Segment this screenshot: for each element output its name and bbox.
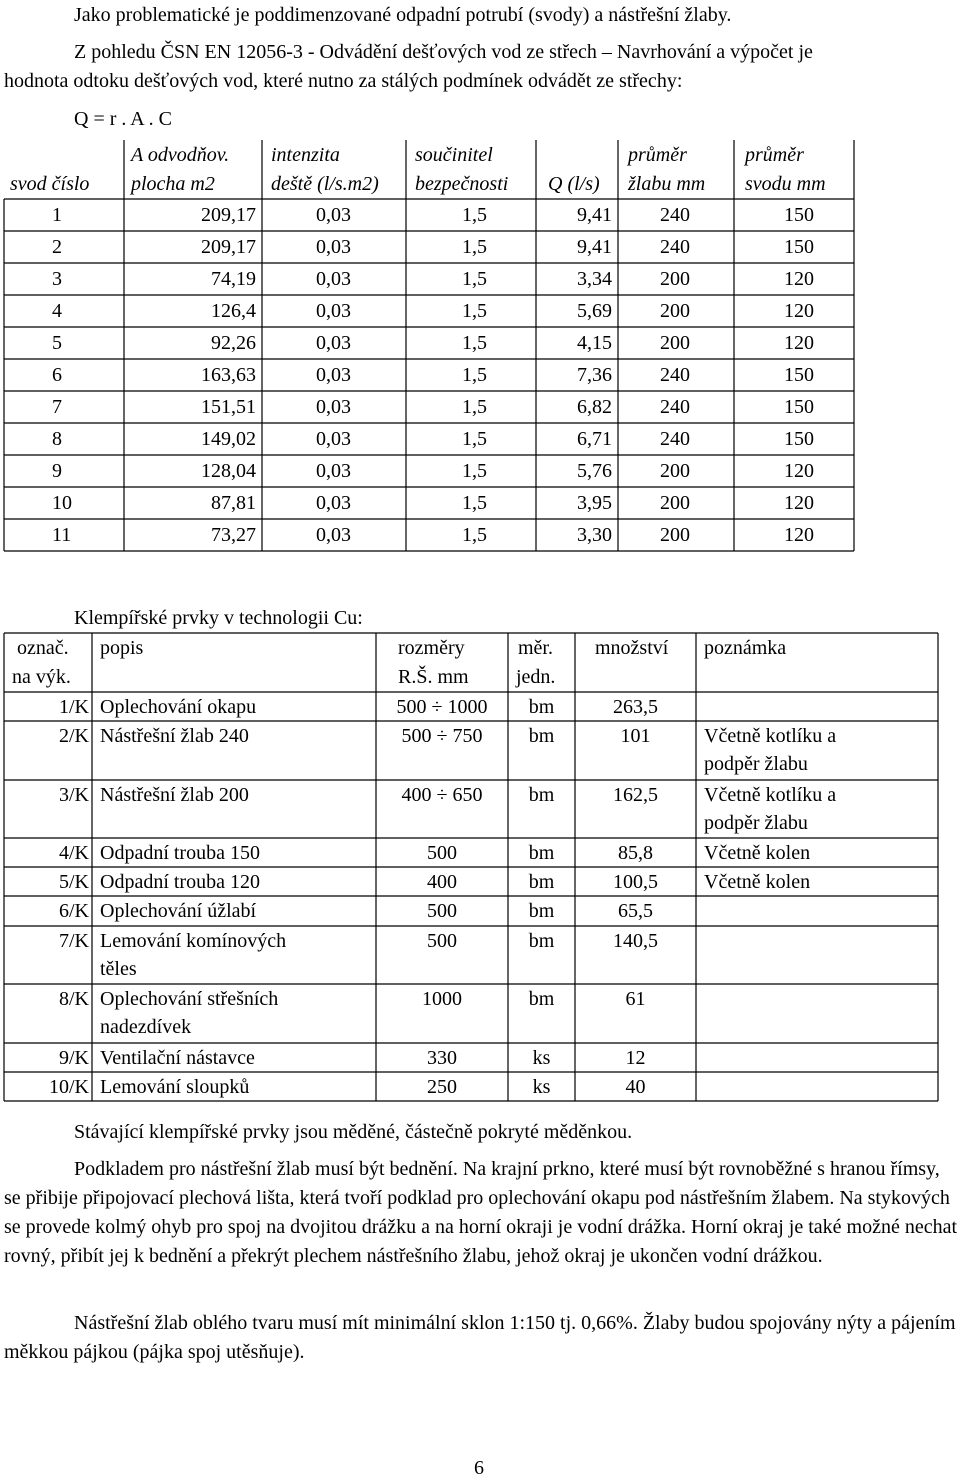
paragraph-3 xyxy=(4,1309,960,1367)
drainage-cell-r10-c6: 200 xyxy=(660,492,690,514)
drainage-cell-r5-c3: 0,03 xyxy=(316,332,351,354)
header-mnozstvi: množství xyxy=(595,637,669,659)
row-10-mnozstvi: 40 xyxy=(625,1076,646,1098)
row-9-oznac: 9/K xyxy=(59,1047,89,1069)
paragraph-2-text: Podkladem pro nástřešní žlab musí být bednění. Na krajní prkno, které musí být rovnoběžné s hranou římsy, se přibije připojovací plechová lišta, která tvoří podklad pro oplechování okapu pod nástřešním žlabem. Na stykových se provede kolmý ohyb pro spoj na dvojitou drážku a na horní okraji je vodní drážka. Horní okraj je také možné nechat rovný, přibít jej k bednění a překrýt plechem nástřešního žlabu, jehož okraj je ukončen vodní drážkou. xyxy=(4,1158,958,1267)
row-3-rozmery: 400 ÷ 650 xyxy=(401,784,483,806)
drainage-cell-r4-c7: 120 xyxy=(784,300,814,322)
drainage-cell-r11-c3: 0,03 xyxy=(316,524,351,546)
row-4-poznamka: Včetně kolen xyxy=(704,842,811,864)
row-2-jedn: bm xyxy=(528,725,555,747)
drainage-cell-r10-c3: 0,03 xyxy=(316,492,351,514)
header-plocha-1: A odvodňov. xyxy=(131,144,230,166)
row-4-jedn: bm xyxy=(528,842,555,864)
header-oznac-2: na výk. xyxy=(12,666,71,688)
drainage-cell-r9-c5: 5,76 xyxy=(577,460,612,482)
drainage-cell-r1-c2: 209,17 xyxy=(201,204,256,226)
row-4-oznac: 4/K xyxy=(59,842,89,864)
drainage-cell-r3-c1: 3 xyxy=(52,268,62,290)
drainage-cell-r1-c3: 0,03 xyxy=(316,204,351,226)
row-2-mnozstvi: 101 xyxy=(620,725,651,747)
row-2-rozmery: 500 ÷ 750 xyxy=(401,725,483,747)
row-3-jedn: bm xyxy=(528,784,555,806)
row-4-rozmery: 500 xyxy=(427,842,457,864)
row-2-poznamka: Včetně kotlíku a xyxy=(704,725,837,747)
drainage-cell-r4-c2: 126,4 xyxy=(211,300,256,322)
header-rozmery-1: rozměry xyxy=(398,637,465,659)
row-8-popis: Oplechování střešních xyxy=(100,988,279,1010)
drainage-cell-r8-c3: 0,03 xyxy=(316,428,351,450)
drainage-cell-r8-c5: 6,71 xyxy=(577,428,612,450)
drainage-cell-r4-c5: 5,69 xyxy=(577,300,612,322)
drainage-cell-r8-c2: 149,02 xyxy=(201,428,256,450)
drainage-cell-r9-c6: 200 xyxy=(660,460,690,482)
drainage-cell-r3-c4: 1,5 xyxy=(462,268,487,290)
drainage-cell-r4-c3: 0,03 xyxy=(316,300,351,322)
row-7-mnozstvi: 140,5 xyxy=(613,930,658,952)
drainage-cell-r5-c4: 1,5 xyxy=(462,332,487,354)
header-oznac-1: označ. xyxy=(17,637,69,659)
header-intenzita-2: deště (l/s.m2) xyxy=(271,173,379,195)
drainage-cell-r7-c6: 240 xyxy=(660,396,690,418)
drainage-cell-r3-c5: 3,34 xyxy=(577,268,612,290)
table2-title: Klempířské prvky v technologii Cu: xyxy=(74,607,363,629)
drainage-cell-r10-c1: 10 xyxy=(52,492,72,514)
intro-line-2: Z pohledu ČSN EN 12056-3 - Odvádění dešťových vod ze střech – Navrhování a výpočet je xyxy=(74,41,813,63)
drainage-cell-r6-c5: 7,36 xyxy=(577,364,612,386)
drainage-cell-r2-c1: 2 xyxy=(52,236,62,258)
drainage-cell-r1-c6: 240 xyxy=(660,204,690,226)
row-6-popis: Oplechování úžlabí xyxy=(100,900,257,922)
drainage-cell-r9-c7: 120 xyxy=(784,460,814,482)
paragraph-1-text: Stávající klempířské prvky jsou měděné, částečně pokryté měděnkou. xyxy=(74,1121,633,1143)
drainage-cell-r3-c7: 120 xyxy=(784,268,814,290)
drainage-cell-r11-c6: 200 xyxy=(660,524,690,546)
row-8-popis-2: nadezdívek xyxy=(100,1016,192,1038)
drainage-cell-r6-c4: 1,5 xyxy=(462,364,487,386)
drainage-cell-r7-c5: 6,82 xyxy=(577,396,612,418)
row-7-popis: Lemování komínových xyxy=(100,930,287,952)
drainage-cell-r11-c7: 120 xyxy=(784,524,814,546)
row-3-mnozstvi: 162,5 xyxy=(613,784,658,806)
intro-line-1: Jako problematické je poddimenzované odpadní potrubí (svody) a nástřešní žlaby. xyxy=(74,4,732,26)
drainage-cell-r10-c4: 1,5 xyxy=(462,492,487,514)
header-q: Q (l/s) xyxy=(548,173,600,195)
drainage-cell-r5-c1: 5 xyxy=(52,332,62,354)
drainage-cell-r2-c4: 1,5 xyxy=(462,236,487,258)
row-9-jedn: ks xyxy=(532,1047,551,1069)
drainage-cell-r2-c5: 9,41 xyxy=(577,236,612,258)
row-1-rozmery: 500 ÷ 1000 xyxy=(396,696,488,718)
row-1-jedn: bm xyxy=(528,696,555,718)
drainage-cell-r6-c1: 6 xyxy=(52,364,62,386)
drainage-cell-r11-c2: 73,27 xyxy=(211,524,256,546)
intro-line-3: hodnota odtoku dešťových vod, které nutno za stálých podmínek odvádět ze střechy: xyxy=(4,70,683,92)
drainage-cell-r4-c4: 1,5 xyxy=(462,300,487,322)
header-intenzita-1: intenzita xyxy=(271,144,340,166)
row-1-mnozstvi: 263,5 xyxy=(613,696,658,718)
paragraph-2 xyxy=(4,1155,960,1271)
page-number: 6 xyxy=(474,1457,484,1479)
drainage-cell-r1-c5: 9,41 xyxy=(577,204,612,226)
row-8-mnozstvi: 61 xyxy=(625,988,646,1010)
row-2-popis: Nástřešní žlab 240 xyxy=(100,725,249,747)
drainage-cell-r5-c5: 4,15 xyxy=(577,332,612,354)
row-8-oznac: 8/K xyxy=(59,988,89,1010)
header-soucinitel-2: bezpečnosti xyxy=(415,173,509,195)
row-6-jedn: bm xyxy=(528,900,555,922)
drainage-cell-r9-c4: 1,5 xyxy=(462,460,487,482)
row-6-oznac: 6/K xyxy=(59,900,89,922)
drainage-cell-r11-c1: 11 xyxy=(52,524,72,546)
drainage-cell-r9-c2: 128,04 xyxy=(201,460,256,482)
row-5-oznac: 5/K xyxy=(59,871,89,893)
row-5-mnozstvi: 100,5 xyxy=(613,871,658,893)
header-prumer-svodu-2: svodu mm xyxy=(745,173,826,195)
drainage-cell-r2-c2: 209,17 xyxy=(201,236,256,258)
row-10-popis: Lemování sloupků xyxy=(100,1076,250,1098)
row-5-jedn: bm xyxy=(528,871,555,893)
row-5-rozmery: 400 xyxy=(427,871,457,893)
drainage-cell-r2-c7: 150 xyxy=(784,236,814,258)
drainage-cell-r10-c2: 87,81 xyxy=(211,492,256,514)
header-mer-2: jedn. xyxy=(516,666,556,688)
row-2-poznamka-2: podpěr žlabu xyxy=(704,753,808,775)
drainage-cell-r7-c1: 7 xyxy=(52,396,62,418)
drainage-cell-r6-c2: 163,63 xyxy=(201,364,256,386)
row-4-popis: Odpadní trouba 150 xyxy=(100,842,260,864)
row-8-jedn: bm xyxy=(528,988,555,1010)
drainage-cell-r7-c4: 1,5 xyxy=(462,396,487,418)
drainage-cell-r4-c1: 4 xyxy=(52,300,62,322)
drainage-cell-r8-c1: 8 xyxy=(52,428,62,450)
row-4-mnozstvi: 85,8 xyxy=(618,842,653,864)
drainage-cell-r6-c7: 150 xyxy=(784,364,814,386)
row-3-poznamka-2: podpěr žlabu xyxy=(704,812,808,834)
drainage-cell-r10-c5: 3,95 xyxy=(577,492,612,514)
row-6-mnozstvi: 65,5 xyxy=(618,900,653,922)
drainage-cell-r1-c1: 1 xyxy=(52,204,62,226)
drainage-cell-r8-c4: 1,5 xyxy=(462,428,487,450)
drainage-cell-r7-c2: 151,51 xyxy=(201,396,256,418)
drainage-cell-r2-c6: 240 xyxy=(660,236,690,258)
drainage-cell-r7-c3: 0,03 xyxy=(316,396,351,418)
drainage-cell-r7-c7: 150 xyxy=(784,396,814,418)
row-7-rozmery: 500 xyxy=(427,930,457,952)
drainage-cell-r11-c5: 3,30 xyxy=(577,524,612,546)
drainage-cell-r6-c6: 240 xyxy=(660,364,690,386)
row-7-popis-2: těles xyxy=(100,958,137,980)
drainage-cell-r8-c6: 240 xyxy=(660,428,690,450)
row-9-rozmery: 330 xyxy=(427,1047,457,1069)
row-5-popis: Odpadní trouba 120 xyxy=(100,871,260,893)
drainage-cell-r3-c6: 200 xyxy=(660,268,690,290)
header-rozmery-2: R.Š. mm xyxy=(398,666,469,688)
drainage-cell-r11-c4: 1,5 xyxy=(462,524,487,546)
header-prumer-svodu-1: průměr xyxy=(745,144,804,166)
row-1-oznac: 1/K xyxy=(59,696,89,718)
drainage-cell-r5-c6: 200 xyxy=(660,332,690,354)
header-prumer-zlabu-1: průměr xyxy=(628,144,687,166)
header-prumer-zlabu-2: žlabu mm xyxy=(628,173,706,195)
drainage-cell-r5-c2: 92,26 xyxy=(211,332,256,354)
row-10-jedn: ks xyxy=(532,1076,551,1098)
header-poznamka: poznámka xyxy=(704,637,787,659)
formula: Q = r . A . C xyxy=(74,108,172,130)
row-9-popis: Ventilační nástavce xyxy=(100,1047,255,1069)
drainage-cell-r8-c7: 150 xyxy=(784,428,814,450)
drainage-cell-r5-c7: 120 xyxy=(784,332,814,354)
drainage-cell-r1-c4: 1,5 xyxy=(462,204,487,226)
row-10-rozmery: 250 xyxy=(427,1076,457,1098)
header-mer-1: měr. xyxy=(518,637,553,659)
drainage-cell-r2-c3: 0,03 xyxy=(316,236,351,258)
drainage-cell-r10-c7: 120 xyxy=(784,492,814,514)
row-9-mnozstvi: 12 xyxy=(625,1047,646,1069)
row-3-popis: Nástřešní žlab 200 xyxy=(100,784,249,806)
row-3-poznamka: Včetně kotlíku a xyxy=(704,784,837,806)
row-3-oznac: 3/K xyxy=(59,784,89,806)
drainage-cell-r6-c3: 0,03 xyxy=(316,364,351,386)
row-7-oznac: 7/K xyxy=(59,930,89,952)
row-7-jedn: bm xyxy=(528,930,555,952)
header-plocha-2: plocha m2 xyxy=(131,173,215,195)
paragraph-3-text: Nástřešní žlab oblého tvaru musí mít minimální sklon 1:150 tj. 0,66%. Žlaby budou spojovány nýty a pájením měkkou pájkou (pájka spoj utěsňuje). xyxy=(4,1312,956,1363)
row-5-poznamka: Včetně kolen xyxy=(704,871,811,893)
drainage-cell-r1-c7: 150 xyxy=(784,204,814,226)
row-10-oznac: 10/K xyxy=(49,1076,89,1098)
row-2-oznac: 2/K xyxy=(59,725,89,747)
header-svod-cislo: svod číslo xyxy=(10,173,90,195)
header-soucinitel-1: součinitel xyxy=(415,144,493,166)
paragraph-1 xyxy=(4,1118,960,1147)
row-1-popis: Oplechování okapu xyxy=(100,696,257,718)
drainage-cell-r3-c2: 74,19 xyxy=(211,268,256,290)
drainage-cell-r9-c3: 0,03 xyxy=(316,460,351,482)
header-popis: popis xyxy=(100,637,144,659)
drainage-cell-r9-c1: 9 xyxy=(52,460,62,482)
drainage-cell-r4-c6: 200 xyxy=(660,300,690,322)
row-6-rozmery: 500 xyxy=(427,900,457,922)
row-8-rozmery: 1000 xyxy=(422,988,462,1010)
drainage-cell-r3-c3: 0,03 xyxy=(316,268,351,290)
